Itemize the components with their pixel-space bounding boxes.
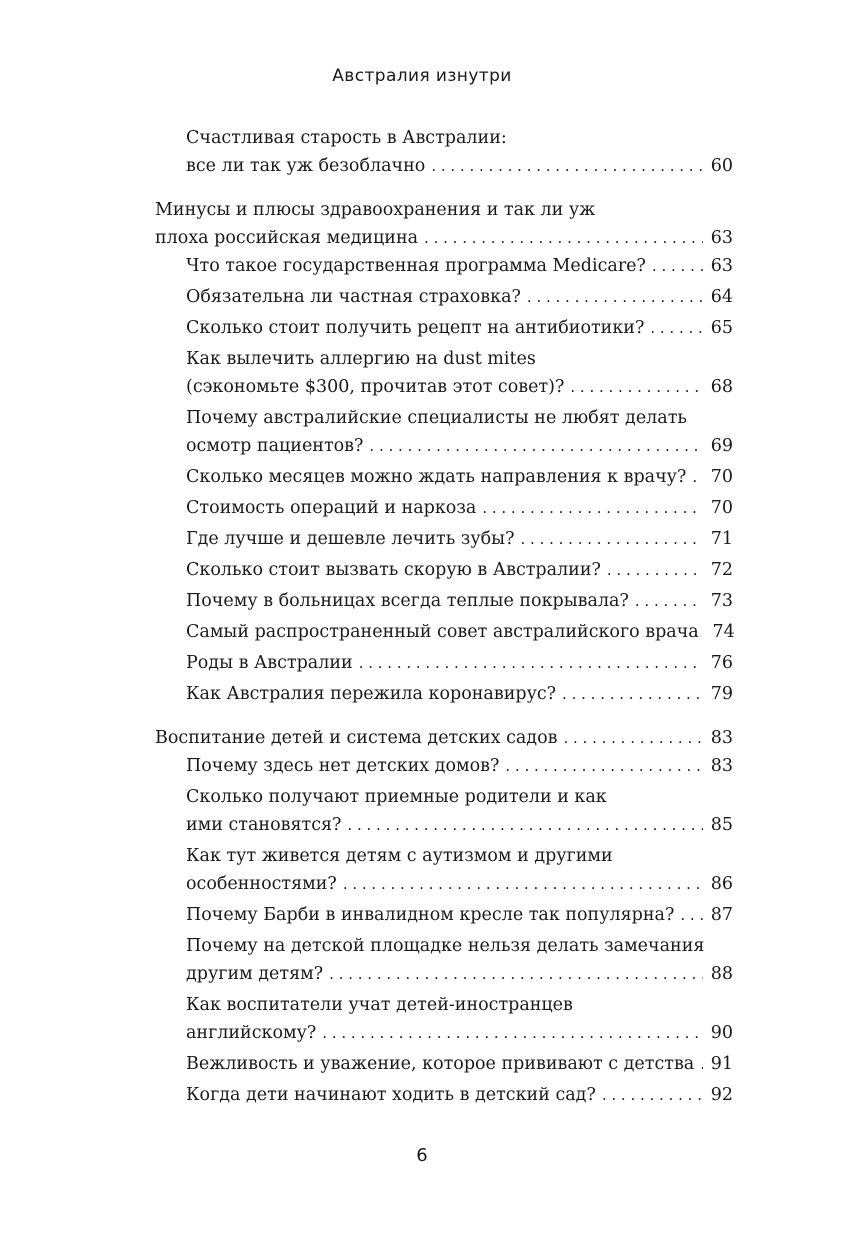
toc-entry-line bbox=[155, 724, 733, 752]
toc-entry-title-line: Счастливая старость в Австралии: bbox=[186, 128, 507, 148]
toc-entry bbox=[155, 494, 733, 522]
toc-page-number: 92 bbox=[710, 1085, 733, 1105]
toc-entry bbox=[155, 618, 733, 646]
toc-entry-title-line: Как тут живется детям с аутизмом и другими bbox=[186, 846, 613, 866]
toc-entry bbox=[155, 556, 733, 584]
toc-entry-title: Вежливость и уважение, которое прививают с детства bbox=[186, 1054, 695, 1074]
toc-entry-line bbox=[186, 525, 733, 553]
dot-leader bbox=[635, 587, 703, 615]
toc-page-number: 69 bbox=[710, 436, 733, 456]
toc-chapter-entry bbox=[155, 724, 733, 752]
table-of-contents bbox=[155, 120, 733, 1112]
toc-entry bbox=[155, 283, 733, 311]
toc-page-number: 83 bbox=[710, 728, 733, 748]
toc-entry-title: английскому? bbox=[186, 1023, 317, 1043]
toc-entry-title-line: Почему австралийские специалисты не любят делать bbox=[186, 408, 687, 428]
toc-entry-title: Почему Барби в инвалидном кресле так популярна? bbox=[186, 905, 675, 925]
toc-entry-line bbox=[186, 1081, 733, 1109]
toc-entry bbox=[155, 252, 733, 280]
toc-entry-title: Самый распространенный совет австралийского врача bbox=[186, 622, 699, 642]
toc-entry-line bbox=[186, 870, 733, 898]
toc-entry-line bbox=[186, 1019, 733, 1047]
toc-entry bbox=[155, 649, 733, 677]
toc-page-number: 79 bbox=[710, 684, 733, 704]
toc-entry-title: (сэкономьте $300, прочитав этот совет)? bbox=[186, 377, 565, 397]
toc-entry-title: Воспитание детей и система детских садов bbox=[155, 728, 558, 748]
dot-leader bbox=[652, 252, 703, 280]
dot-leader bbox=[424, 224, 703, 252]
toc-entry-line bbox=[186, 152, 733, 180]
running-header: Австралия изнутри bbox=[332, 66, 512, 86]
toc-entry-line bbox=[186, 901, 733, 929]
toc-entry-line bbox=[186, 752, 733, 780]
toc-chapter-entry bbox=[155, 196, 733, 252]
toc-entry bbox=[155, 752, 733, 780]
toc-entry-title: Сколько стоит вызвать скорую в Австралии? bbox=[186, 560, 601, 580]
toc-entry bbox=[155, 314, 733, 342]
toc-entry-title: Что такое государственная программа Medicare? bbox=[186, 256, 646, 276]
toc-entry bbox=[155, 1081, 733, 1109]
dot-leader bbox=[521, 525, 704, 553]
toc-entry bbox=[155, 680, 733, 708]
dot-leader bbox=[329, 960, 703, 988]
toc-entry-line bbox=[186, 618, 733, 646]
toc-entry bbox=[155, 901, 733, 929]
toc-page-number: 90 bbox=[710, 1023, 733, 1043]
toc-entry-line bbox=[186, 680, 733, 708]
toc-page-number: 70 bbox=[710, 467, 733, 487]
dot-leader bbox=[482, 494, 703, 522]
toc-page-number: 64 bbox=[710, 287, 733, 307]
toc-entry bbox=[155, 991, 733, 1047]
toc-entry-line bbox=[186, 556, 733, 584]
dot-leader bbox=[570, 373, 703, 401]
dot-leader bbox=[369, 432, 703, 460]
toc-entry bbox=[155, 1050, 733, 1078]
toc-entry-line bbox=[186, 1050, 733, 1078]
dot-leader bbox=[700, 1050, 703, 1078]
toc-page-number: 72 bbox=[710, 560, 733, 580]
dot-leader bbox=[527, 283, 703, 311]
toc-page-number: 60 bbox=[710, 156, 733, 176]
toc-entry-line bbox=[186, 463, 733, 491]
toc-page-number: 83 bbox=[710, 756, 733, 776]
toc-entry-line bbox=[186, 314, 733, 342]
toc-entry-line bbox=[155, 224, 733, 252]
toc-page-number: 73 bbox=[710, 591, 733, 611]
toc-entry-line bbox=[186, 432, 733, 460]
toc-entry-title: Роды в Австралии bbox=[186, 653, 353, 673]
toc-entry-title-line: Сколько получают приемные родители и как bbox=[186, 787, 607, 807]
dot-leader bbox=[562, 680, 703, 708]
toc-entry bbox=[155, 587, 733, 615]
toc-entry-title: Почему здесь нет детских домов? bbox=[186, 756, 500, 776]
toc-entry-line bbox=[186, 373, 733, 401]
dot-leader bbox=[347, 811, 703, 839]
dot-leader bbox=[431, 152, 703, 180]
toc-page-number: 68 bbox=[710, 377, 733, 397]
toc-entry-title: Как Австралия пережила коронавирус? bbox=[186, 684, 557, 704]
dot-leader bbox=[322, 1019, 703, 1047]
toc-page-number: 76 bbox=[710, 653, 733, 673]
toc-entry-title: Стоимость операций и наркоза bbox=[186, 498, 477, 518]
toc-page-number: 71 bbox=[710, 529, 733, 549]
toc-entry-line bbox=[186, 811, 733, 839]
dot-leader bbox=[692, 463, 703, 491]
toc-entry bbox=[155, 783, 733, 839]
toc-page-number: 65 bbox=[710, 318, 733, 338]
toc-entry-title: Обязательна ли частная страховка? bbox=[186, 287, 521, 307]
toc-entry-title: особенностями? bbox=[186, 874, 337, 894]
toc-page-number: 70 bbox=[710, 498, 733, 518]
toc-page-number: 91 bbox=[710, 1054, 733, 1074]
toc-entry-title: Где лучше и дешевле лечить зубы? bbox=[186, 529, 515, 549]
toc-entry-title: все ли так уж безоблачно bbox=[186, 156, 426, 176]
page-number: 6 bbox=[416, 1145, 428, 1166]
dot-leader bbox=[359, 649, 703, 677]
toc-page-number: 74 bbox=[712, 622, 735, 642]
toc-page-number: 85 bbox=[710, 815, 733, 835]
toc-page-number: 63 bbox=[710, 256, 733, 276]
toc-entry-title: Сколько стоит получить рецепт на антибиотики? bbox=[186, 318, 645, 338]
toc-entry-title: ими становятся? bbox=[186, 815, 342, 835]
toc-entry-line bbox=[186, 960, 733, 988]
toc-entry-title-line: Минусы и плюсы здравоохранения и так ли уж bbox=[155, 200, 596, 220]
toc-entry-line bbox=[186, 494, 733, 522]
toc-entry-title-line: Как вылечить аллергию на dust mites bbox=[186, 349, 536, 369]
toc-entry-title: осмотр пациентов? bbox=[186, 436, 364, 456]
dot-leader bbox=[650, 314, 703, 342]
dot-leader bbox=[505, 752, 703, 780]
dot-leader bbox=[602, 1081, 703, 1109]
toc-entry bbox=[155, 842, 733, 898]
toc-entry-title: Сколько месяцев можно ждать направления к врачу? bbox=[186, 467, 687, 487]
toc-page-number: 88 bbox=[710, 964, 733, 984]
toc-entry-title: Почему в больницах всегда теплые покрывала? bbox=[186, 591, 629, 611]
toc-entry-title-line: Почему на детской площадке нельзя делать замечания bbox=[186, 936, 705, 956]
toc-entry-title: Когда дети начинают ходить в детский сад? bbox=[186, 1085, 596, 1105]
dot-leader bbox=[343, 870, 703, 898]
toc-entry-line bbox=[186, 283, 733, 311]
toc-entry bbox=[155, 404, 733, 460]
toc-entry-title: плоха российская медицина bbox=[155, 228, 419, 248]
dot-leader bbox=[607, 556, 703, 584]
toc-page-number: 86 bbox=[710, 874, 733, 894]
dot-leader bbox=[563, 724, 703, 752]
toc-entry-line bbox=[186, 649, 733, 677]
toc-entry bbox=[155, 932, 733, 988]
toc-page-number: 87 bbox=[710, 905, 733, 925]
toc-entry-line bbox=[186, 587, 733, 615]
toc-entry bbox=[155, 463, 733, 491]
toc-entry-line bbox=[186, 252, 733, 280]
toc-entry bbox=[155, 345, 733, 401]
toc-entry bbox=[155, 124, 733, 180]
dot-leader bbox=[680, 901, 703, 929]
toc-entry-title-line: Как воспитатели учат детей-иностранцев bbox=[186, 995, 573, 1015]
toc-entry bbox=[155, 525, 733, 553]
toc-page-number: 63 bbox=[710, 228, 733, 248]
toc-entry-title: другим детям? bbox=[186, 964, 324, 984]
